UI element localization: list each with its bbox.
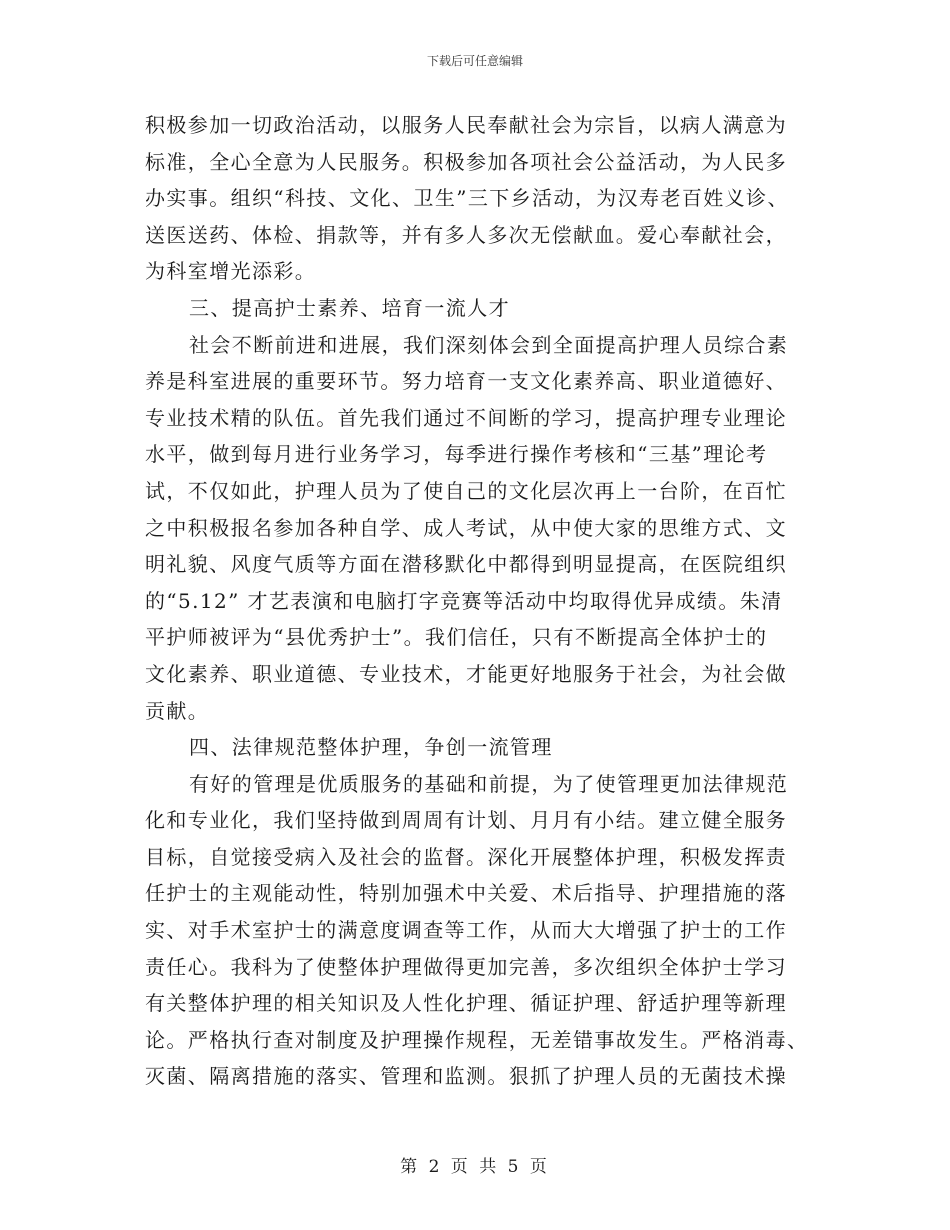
section-heading: 四、法律规范整体护理，争创一流管理: [189, 735, 553, 760]
text-line: 任护士的主观能动性，特别加强术中关爱、术后指导、护理措施的落: [145, 881, 787, 906]
text-line: 灭菌、隔离措施的落实、管理和监测。狠抓了护理人员的无菌技术操: [145, 1064, 787, 1089]
text-line: 试，不仅如此，护理人员为了使自己的文化层次再上一台阶，在百忙: [145, 478, 787, 503]
text-line: 文化素养、职业道德、专业技术，才能更好地服务于社会，为社会做: [145, 661, 787, 686]
text-line: 送医送药、体检、捐款等，并有多人多次无偿献血。爱心奉献社会，: [145, 222, 787, 247]
document-body: [145, 107, 813, 1095]
text-line: 水平，做到每月进行业务学习，每季进行操作考核和“三基”理论考: [145, 442, 768, 467]
text-line: 明礼貌、风度气质等方面在潜移默化中都得到明显提高，在医院组织: [145, 552, 787, 577]
text-line: 积极参加一切政治活动，以服务人民奉献社会为宗旨，以病人满意为: [145, 113, 787, 137]
text-line: 专业技术精的队伍。首先我们通过不间断的学习，提高护理专业理论: [145, 405, 787, 430]
header-note: 下载后可任意编辑: [426, 54, 523, 68]
text-line: 社会不断前进和进展，我们深刻体会到全面提高护理人员综合素: [189, 332, 789, 357]
text-line: 贡献。: [145, 698, 210, 723]
text-line: 实、对手术室护士的满意度调查等工作，从而大大增强了护士的工作: [145, 918, 787, 943]
text-line: 之中积极报名参加各种自学、成人考试，从中使大家的思维方式、文: [145, 515, 787, 540]
text-line: 责任心。我科为了使整体护理做得更加完善，多次组织全体护士学习: [145, 954, 787, 979]
text-line: 有好的管理是优质服务的基础和前提，为了使管理更加法律规范: [189, 771, 789, 796]
text-line: 化和专业化，我们坚持做到周周有计划、月月有小结。建立健全服务: [145, 808, 787, 833]
text-line: 标准，全心全意为人民服务。积极参加各项社会公益活动，为人民多: [145, 149, 787, 174]
text-line: 为科室增光添彩。: [145, 259, 317, 284]
text-line: 有关整体护理的相关知识及人性化护理、循证护理、舒适护理等新理: [145, 991, 787, 1016]
text-line: 养是科室进展的重要环节。努力培育一支文化素养高、职业道德好、: [145, 369, 787, 394]
text-line: 平护师被评为“县优秀护士”。我们信任，只有不断提高全体护士的: [145, 625, 768, 650]
text-line: 办实事。组织“科技、文化、卫生”三下乡活动，为汉寿老百姓义诊、: [145, 186, 789, 211]
text-line: 的“5.12” 才艺表演和电脑打字竞赛等活动中均取得优异成绩。朱清: [145, 588, 783, 613]
page-number: 第 2 页 共 5 页: [400, 1157, 550, 1177]
text-line: 论。严格执行查对制度及护理操作规程，无差错事故发生。严格消毒、: [145, 1027, 809, 1052]
section-heading: 三、提高护士素养、培育一流人才: [189, 295, 510, 320]
text-line: 目标，自觉接受病入及社会的监督。深化开展整体护理，积极发挥责: [145, 844, 787, 869]
